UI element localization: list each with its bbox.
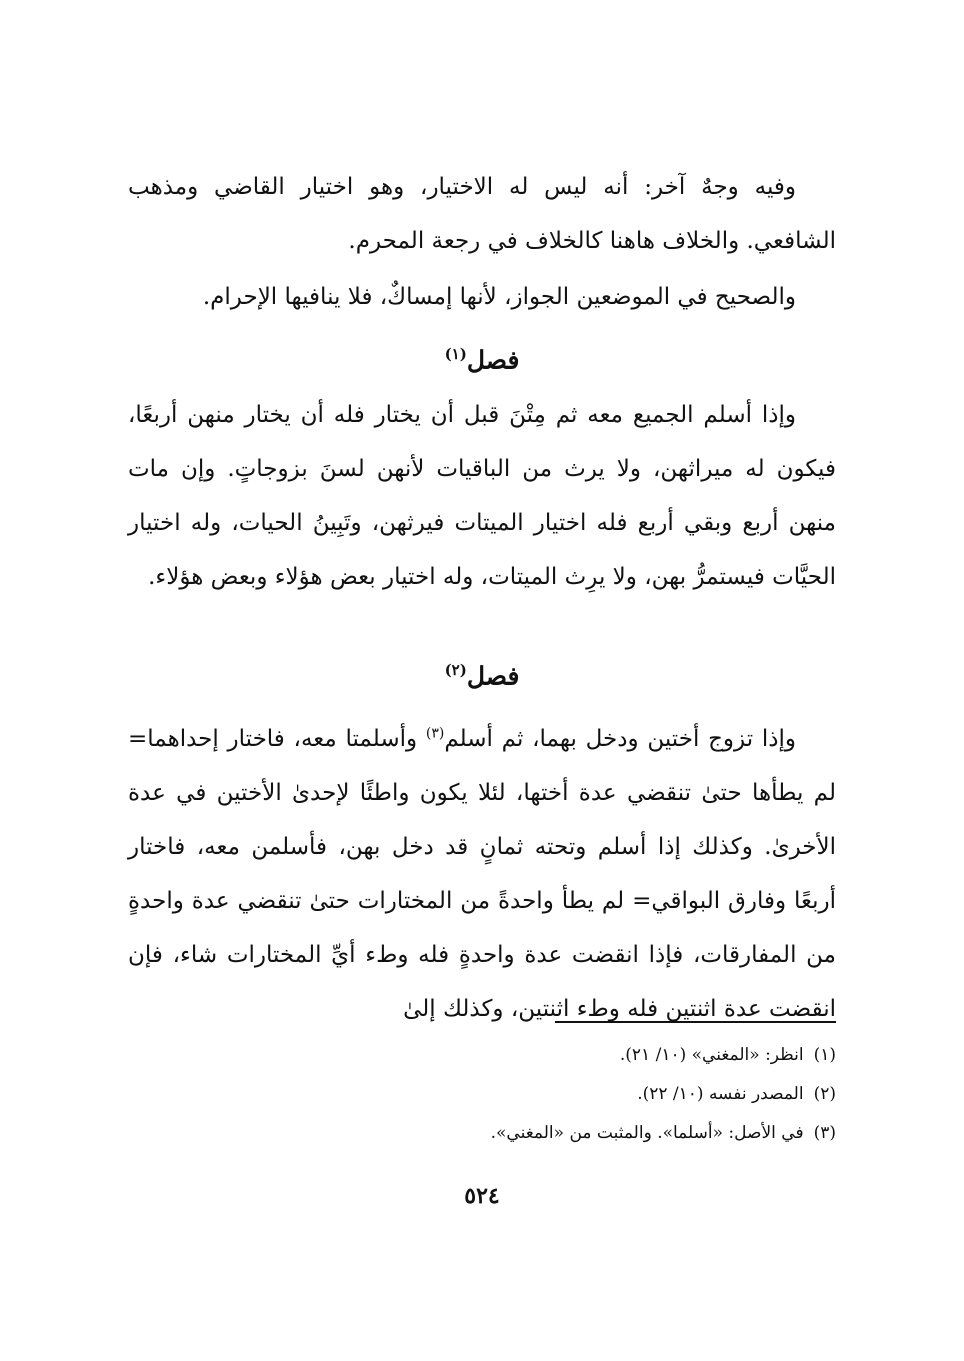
- footnote-3: [128, 1114, 836, 1153]
- footnote-ref-2: (٢): [444, 661, 467, 679]
- footnote-ref-1: (١): [444, 345, 467, 363]
- paragraph-4-text-start: وإذا تزوج أختين ودخل بهما، ثم أسلم: [444, 726, 797, 752]
- section-heading-2: [128, 650, 836, 696]
- footnote-divider: [555, 1021, 836, 1023]
- footnote-2-number: (٢): [813, 1084, 836, 1104]
- paragraph-1: [128, 160, 836, 268]
- paragraph-3-text: وإذا أسلم الجميع معه ثم مِتْنَ قبل أن يختار فله أن يختار منهن أربعًا، فيكون له ميراثهن، ولا يرث من الباقيات لأنهن لسنَ بزوجاتٍ. وإن مات منهن أربع وبقي أربع فله اختيار الميتات فيرثهن، وتَبِينُ الحيات، وله اختيار الحيَّات فيستمرُّ بهن، ولا يرِث الميتات، وله اختيار بعض هؤلاء وبعض هؤلاء.: [128, 402, 836, 590]
- page-number: ٥٢٤: [464, 1183, 500, 1209]
- footnote-ref-3: (٣): [425, 725, 445, 742]
- footnote-3-text: في الأصل: «أسلما». والمثبت من «المغني».: [490, 1123, 804, 1143]
- section-heading-2-text: فصل: [466, 661, 520, 691]
- section-heading-1: [128, 334, 836, 380]
- paragraph-1-text: وفيه وجهٌ آخر: أنه ليس له الاختيار، وهو اختيار القاضي ومذهب الشافعي. والخلاف هاهنا كالخلاف في رجعة المحرم.: [128, 174, 836, 254]
- footnote-2: [128, 1075, 836, 1114]
- paragraph-4-text: [128, 712, 836, 1036]
- footnote-3-number: (٣): [813, 1123, 836, 1143]
- paragraph-4-text-end: وأسلمتا معه، فاختار إحداهما= لم يطأها حتىٰ تنقضي عدة أختها، لئلا يكون واطئًا لإحدىٰ الأختين في عدة الأخرىٰ. وكذلك إذا أسلم وتحته ثمانٍ قد دخل بهن، فأسلمن معه، فاختار أربعًا وفارق البواقي= لم يطأ واحدةً من المختارات حتىٰ تنقضي عدة واحدةٍ من المفارقات، فإذا انقضت عدة واحدةٍ فله وطء أيِّ المختارات شاء، فإن انقضت عدة اثنتين فله وطء اثنتين، وكذلك إلىٰ: [128, 726, 836, 1022]
- footnote-1-text: انظر: «المغني» (١٠/ ٢١).: [619, 1045, 804, 1065]
- footnotes: [128, 1036, 836, 1153]
- footnote-1-number: (١): [813, 1045, 836, 1065]
- paragraph-3: [128, 388, 836, 604]
- paragraph-2-text: والصحيح في الموضعين الجواز، لأنها إمساكٌ، فلا ينافيها الإحرام.: [202, 284, 796, 310]
- footnote-1: [128, 1036, 836, 1075]
- paragraph-2: [128, 270, 836, 324]
- section-heading-1-text: فصل: [466, 345, 520, 375]
- paragraph-4: [128, 712, 836, 1036]
- footnote-2-text: المصدر نفسه (١٠/ ٢٢).: [637, 1084, 804, 1104]
